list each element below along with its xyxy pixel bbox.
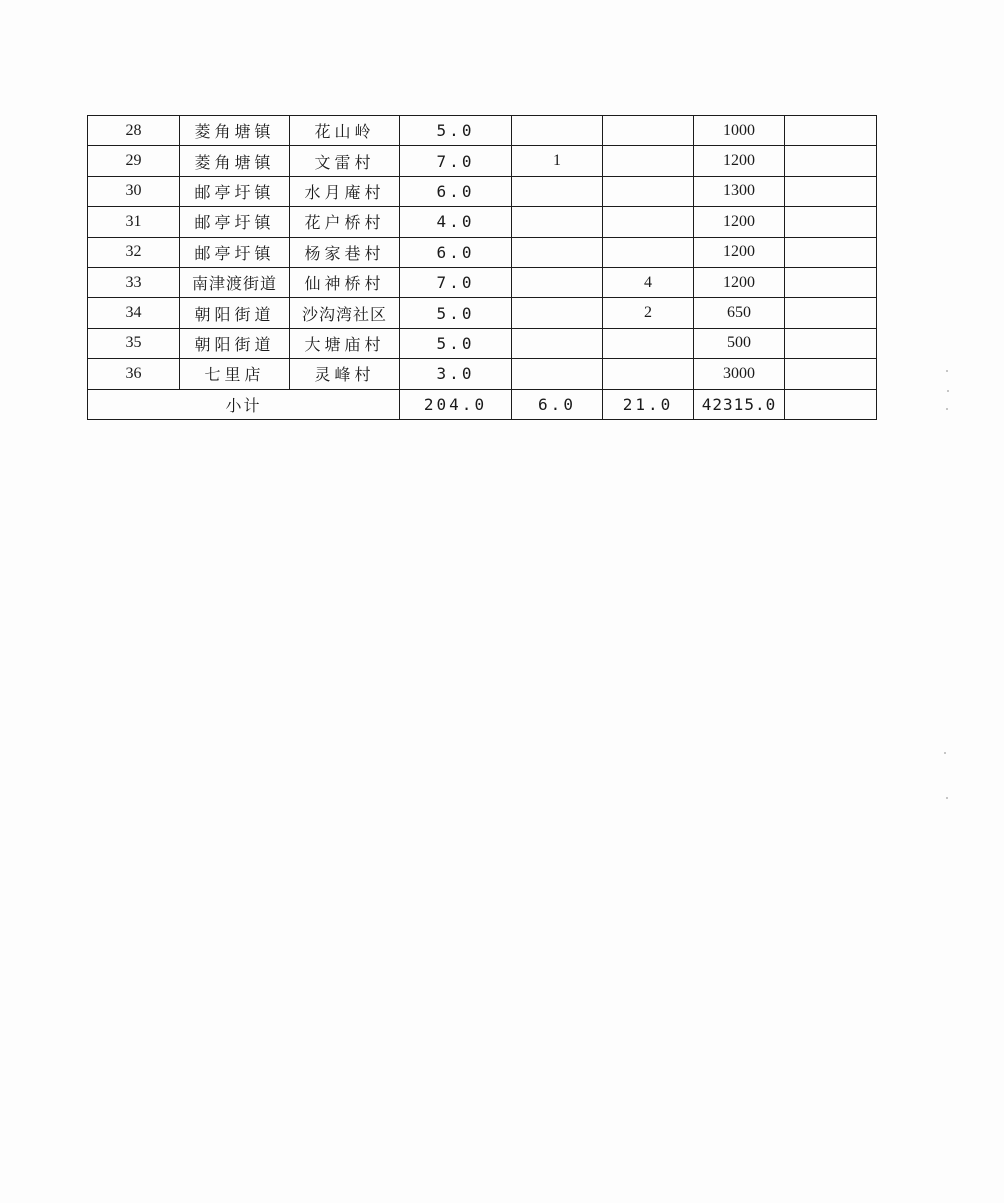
subtotal-col5: 6.0 [512, 389, 603, 419]
amount-cell: 1200 [694, 267, 785, 297]
town-cell: 七里店 [180, 359, 290, 389]
col8-cell [785, 146, 877, 176]
village-cell: 仙神桥村 [290, 267, 400, 297]
village-cell: 沙沟湾社区 [290, 298, 400, 328]
col5-cell [512, 298, 603, 328]
village-cell: 花户桥村 [290, 207, 400, 237]
town-cell: 朝阳街道 [180, 298, 290, 328]
table-row [88, 237, 877, 267]
length-cell: 5.0 [400, 298, 512, 328]
scan-speck [946, 408, 948, 410]
col6-cell [603, 207, 694, 237]
subtotal-amount: 42315.0 [694, 389, 785, 419]
row-number-cell: 36 [88, 359, 180, 389]
town-cell: 邮亭圩镇 [180, 176, 290, 206]
amount-cell: 1200 [694, 207, 785, 237]
length-cell: 5.0 [400, 116, 512, 146]
town-cell: 朝阳街道 [180, 328, 290, 358]
town-cell: 邮亭圩镇 [180, 207, 290, 237]
col8-cell [785, 359, 877, 389]
row-number-cell: 31 [88, 207, 180, 237]
table-row [88, 207, 877, 237]
scan-speck [946, 797, 948, 799]
col8-cell [785, 237, 877, 267]
row-number-cell: 30 [88, 176, 180, 206]
village-cell: 灵峰村 [290, 359, 400, 389]
amount-cell: 500 [694, 328, 785, 358]
col6-cell: 4 [603, 267, 694, 297]
table-row [88, 359, 877, 389]
col6-cell [603, 328, 694, 358]
data-table [87, 115, 877, 420]
col5-cell [512, 328, 603, 358]
length-cell: 6.0 [400, 237, 512, 267]
subtotal-length: 204.0 [400, 389, 512, 419]
col8-cell [785, 116, 877, 146]
subtotal-row [88, 389, 877, 419]
col8-cell [785, 207, 877, 237]
col8-cell [785, 267, 877, 297]
village-cell: 大塘庙村 [290, 328, 400, 358]
col5-cell [512, 176, 603, 206]
town-cell: 邮亭圩镇 [180, 237, 290, 267]
row-number-cell: 35 [88, 328, 180, 358]
town-cell: 南津渡街道 [180, 267, 290, 297]
amount-cell: 1200 [694, 237, 785, 267]
col5-cell [512, 207, 603, 237]
subtotal-col8 [785, 389, 877, 419]
col5-cell: 1 [512, 146, 603, 176]
col6-cell [603, 237, 694, 267]
length-cell: 3.0 [400, 359, 512, 389]
col5-cell [512, 116, 603, 146]
amount-cell: 650 [694, 298, 785, 328]
length-cell: 6.0 [400, 176, 512, 206]
amount-cell: 1000 [694, 116, 785, 146]
table-row [88, 116, 877, 146]
town-cell: 菱角塘镇 [180, 116, 290, 146]
row-number-cell: 34 [88, 298, 180, 328]
length-cell: 5.0 [400, 328, 512, 358]
length-cell: 4.0 [400, 207, 512, 237]
row-number-cell: 33 [88, 267, 180, 297]
table-row [88, 176, 877, 206]
col6-cell: 2 [603, 298, 694, 328]
subtotal-col6: 21.0 [603, 389, 694, 419]
col6-cell [603, 116, 694, 146]
row-number-cell: 28 [88, 116, 180, 146]
village-cell: 水月庵村 [290, 176, 400, 206]
subtotal-label: 小计 [88, 389, 400, 419]
col6-cell [603, 176, 694, 206]
amount-cell: 3000 [694, 359, 785, 389]
col8-cell [785, 176, 877, 206]
village-cell: 杨家巷村 [290, 237, 400, 267]
amount-cell: 1200 [694, 146, 785, 176]
col8-cell [785, 328, 877, 358]
col6-cell [603, 359, 694, 389]
village-cell: 花山岭 [290, 116, 400, 146]
col5-cell [512, 267, 603, 297]
table-row [88, 298, 877, 328]
col6-cell [603, 146, 694, 176]
table-row [88, 146, 877, 176]
amount-cell: 1300 [694, 176, 785, 206]
row-number-cell: 32 [88, 237, 180, 267]
col5-cell [512, 237, 603, 267]
length-cell: 7.0 [400, 146, 512, 176]
col5-cell [512, 359, 603, 389]
scan-speck [946, 370, 948, 372]
table-row [88, 328, 877, 358]
village-cell: 文雷村 [290, 146, 400, 176]
col8-cell [785, 298, 877, 328]
table-row [88, 267, 877, 297]
row-number-cell: 29 [88, 146, 180, 176]
scan-speck [944, 752, 946, 754]
length-cell: 7.0 [400, 267, 512, 297]
scan-speck [947, 390, 949, 392]
town-cell: 菱角塘镇 [180, 146, 290, 176]
table-body [88, 116, 877, 420]
